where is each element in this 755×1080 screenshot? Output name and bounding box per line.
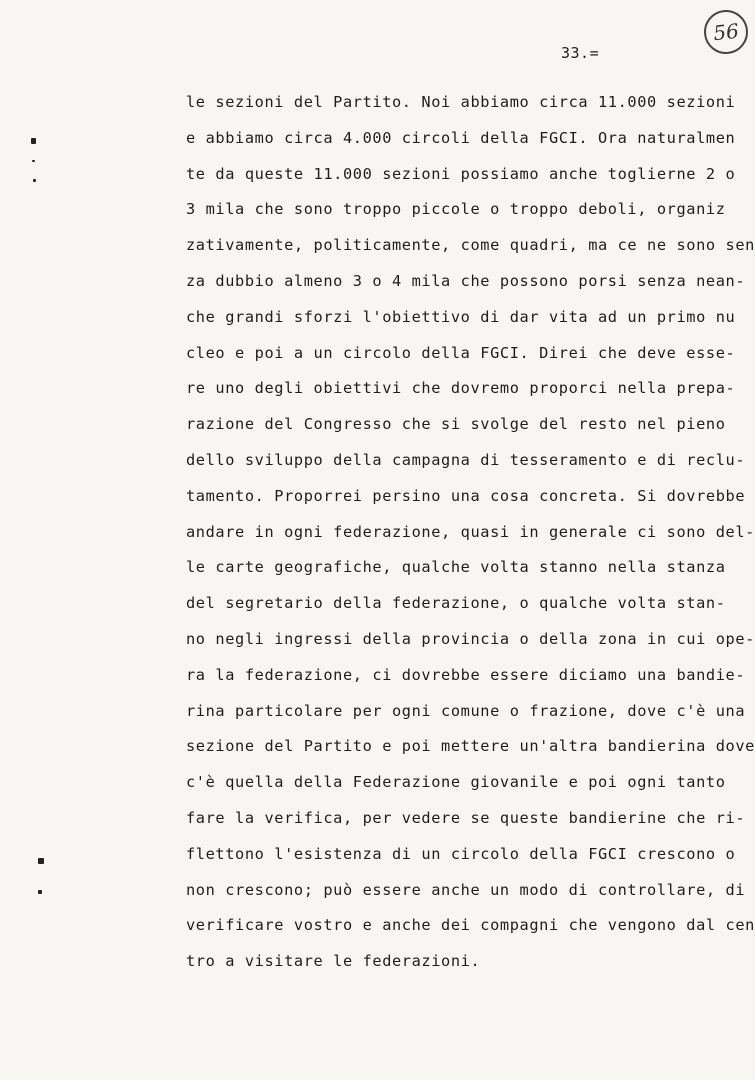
text-line: flettono l'esistenza di un circolo della FGCI crescono o <box>186 844 736 863</box>
body-text <box>186 88 755 983</box>
text-line: tamento. Proporrei persino una cosa concreta. Si dovrebbe <box>186 486 746 505</box>
text-line: ra la federazione, ci dovrebbe essere diciamo una bandie- <box>186 665 746 684</box>
text-line: te da queste 11.000 sezioni possiamo anche toglierne 2 o <box>186 164 736 183</box>
text-line: razione del Congresso che si svolge del resto nel pieno <box>186 415 726 434</box>
text-line: del segretario della federazione, o qualche volta stan- <box>186 594 726 613</box>
margin-mark <box>38 858 44 864</box>
margin-mark <box>31 138 36 144</box>
text-line: c'è quella della Federazione giovanile e poi ogni tanto <box>186 773 726 792</box>
text-line: re uno degli obiettivi che dovremo proporci nella prepa- <box>186 379 736 398</box>
text-line: dello sviluppo della campagna di tesseramento e di reclu- <box>186 450 746 469</box>
text-line: za dubbio almeno 3 o 4 mila che possono porsi senza nean- <box>186 271 746 290</box>
text-line: fare la verifica, per vedere se queste bandierine che ri- <box>186 808 746 827</box>
text-line: 3 mila che sono troppo piccole o troppo deboli, organiz <box>186 200 726 219</box>
text-line: le sezioni del Partito. Noi abbiamo circa 11.000 sezioni <box>186 93 736 111</box>
text-line: verificare vostro e anche dei compagni che vengono dal cen <box>186 916 755 935</box>
text-line: le carte geografiche, qualche volta stanno nella stanza <box>186 558 726 577</box>
text-line: e abbiamo circa 4.000 circoli della FGCI. Ora naturalmen <box>186 128 736 147</box>
text-line: rina particolare per ogni comune o frazione, dove c'è una <box>186 701 746 720</box>
text-line: sezione del Partito e poi mettere un'altra bandierina dove <box>186 737 755 756</box>
text-line: zativamente, politicamente, come quadri, ma ce ne sono sen <box>186 236 755 255</box>
text-line: non crescono; può essere anche un modo di controllare, di <box>186 880 746 899</box>
text-line: tro a visitare le federazioni. <box>186 952 481 971</box>
text-line: andare in ogni federazione, quasi in generale ci sono del- <box>186 522 755 541</box>
margin-mark <box>33 179 36 182</box>
margin-mark <box>32 160 35 162</box>
page-number: 33.= <box>561 44 600 62</box>
margin-mark <box>38 890 42 894</box>
text-line: cleo e poi a un circolo della FGCI. Direi che deve esse- <box>186 343 736 362</box>
page-stamp: 56 <box>702 8 750 56</box>
text-line: no negli ingressi della provincia o della zona in cui ope- <box>186 629 755 648</box>
text-line: che grandi sforzi l'obiettivo di dar vita ad un primo nu <box>186 307 736 326</box>
